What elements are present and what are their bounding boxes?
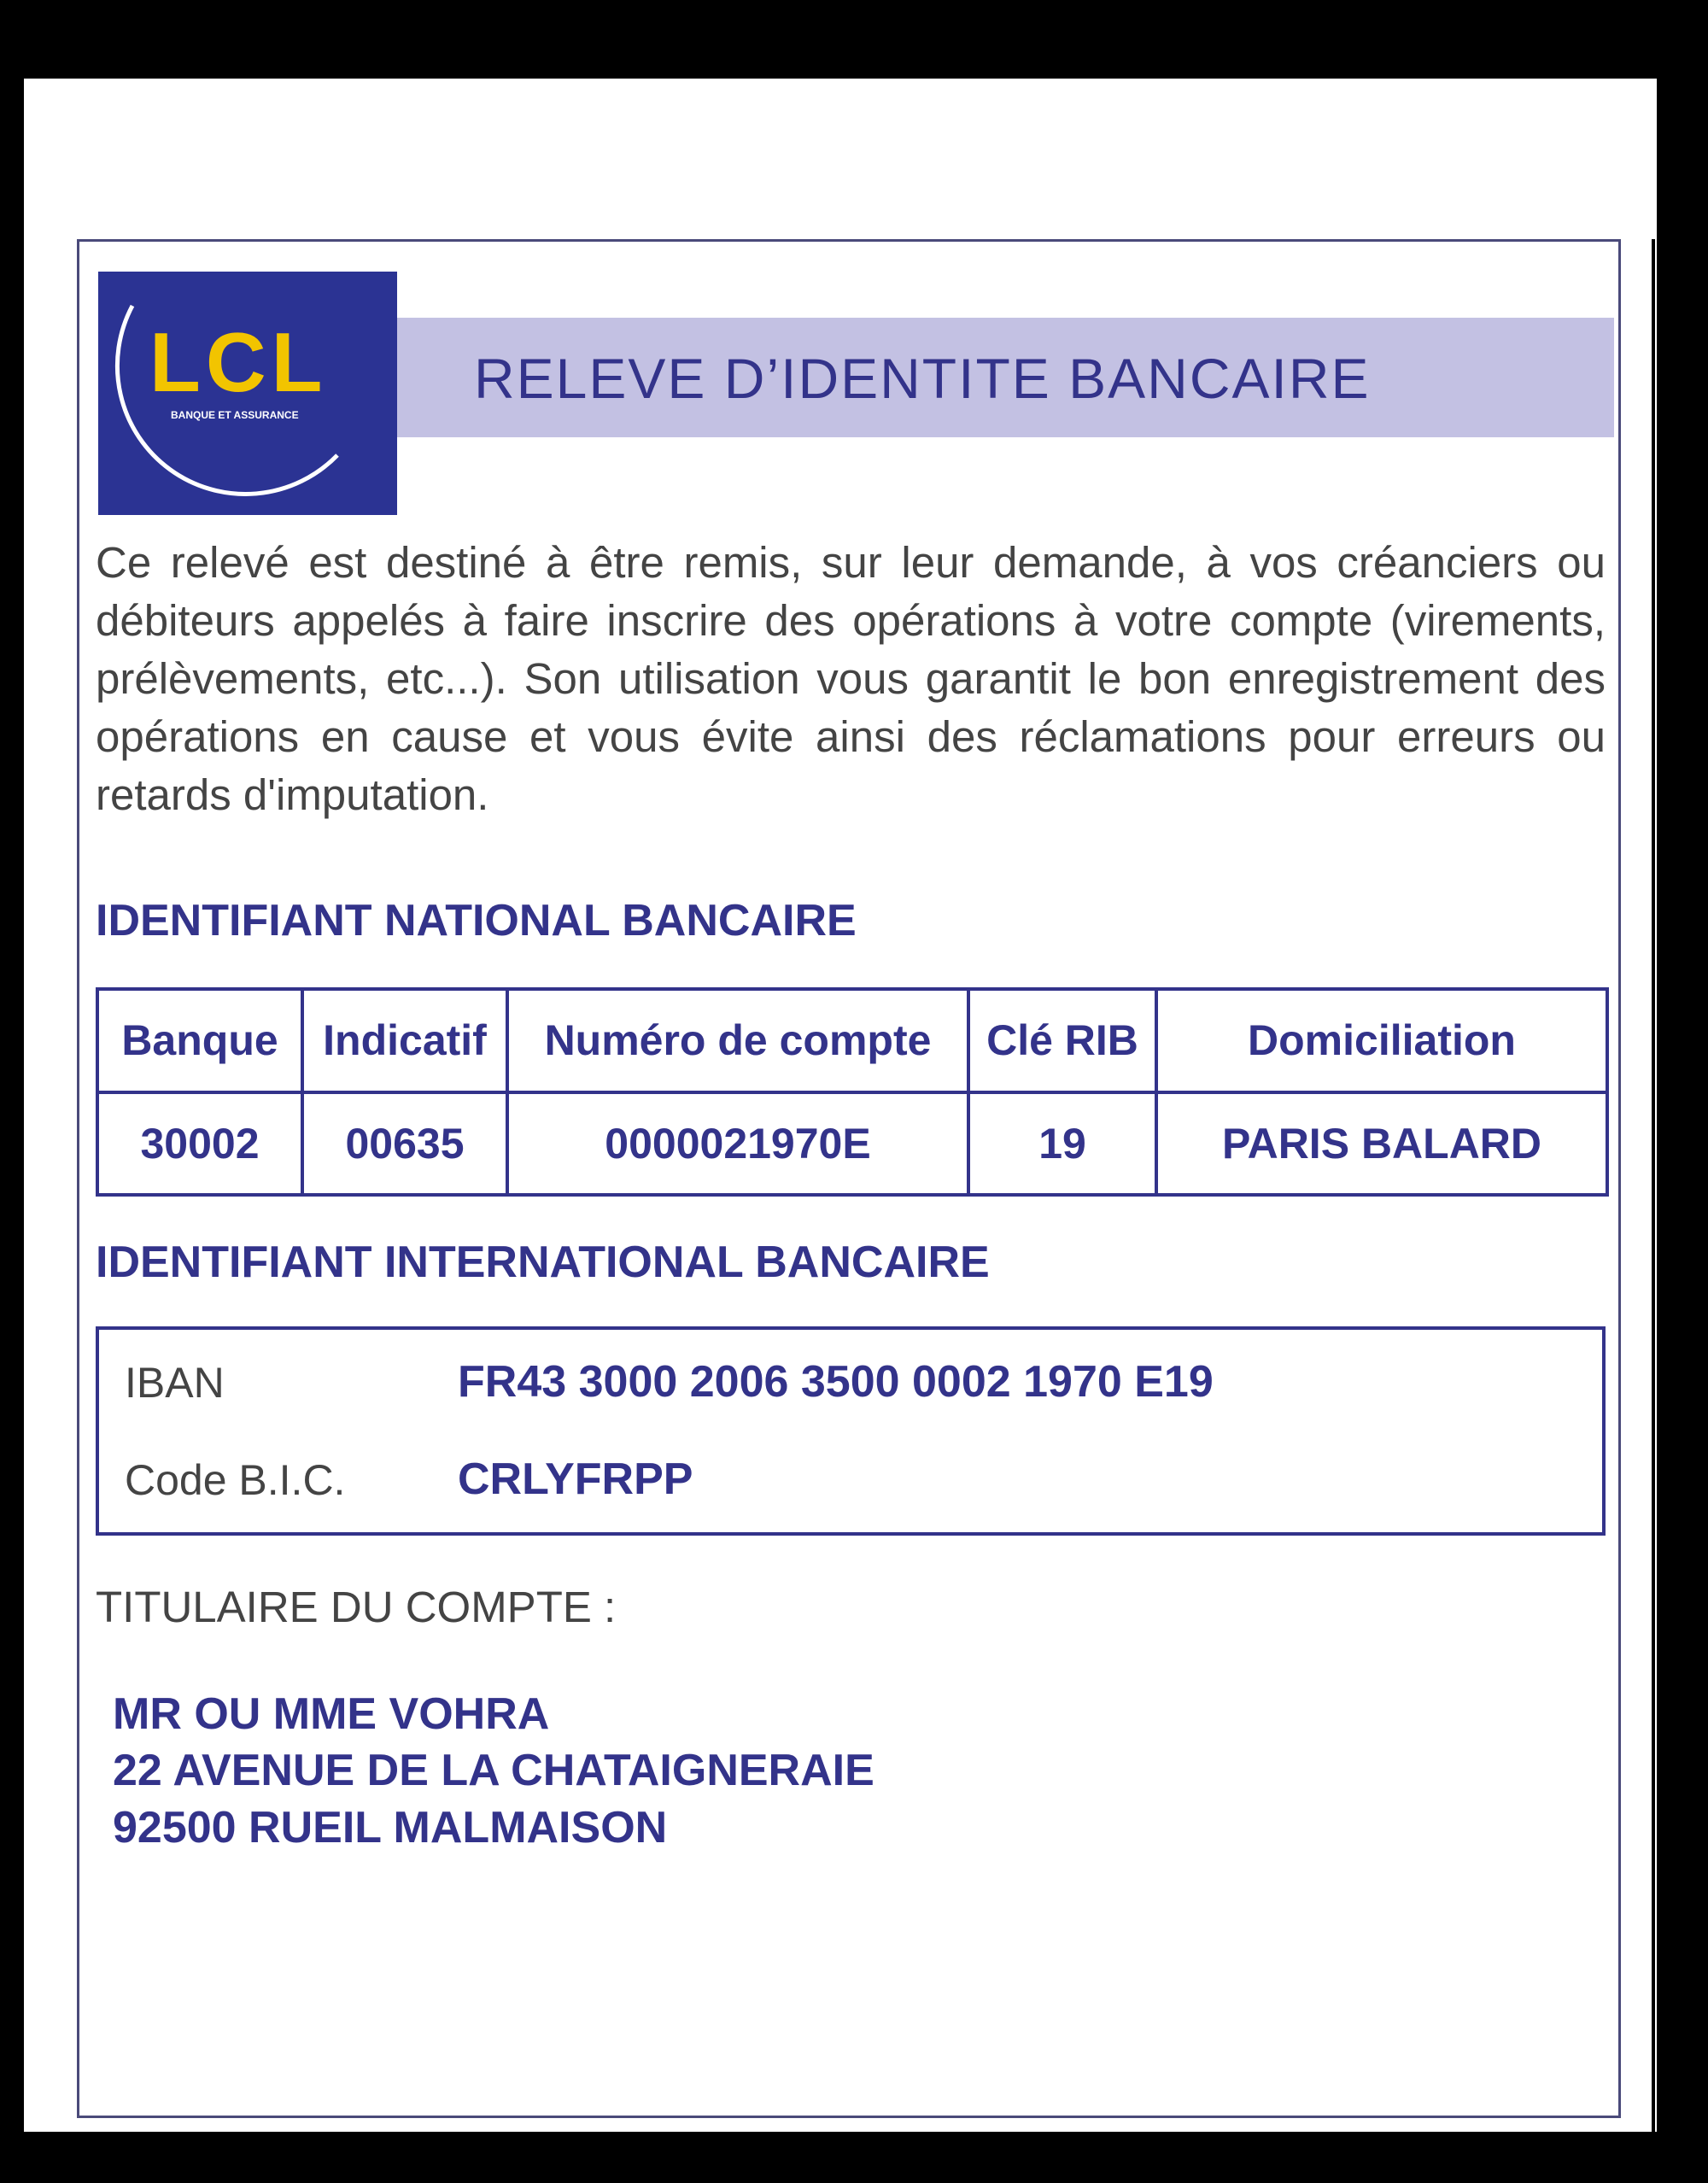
bic-value: CRLYFRPP [458,1454,693,1504]
national-section-title: IDENTIFIANT NATIONAL BANCAIRE [96,896,857,945]
header-banque: Banque [97,989,302,1092]
value-banque: 30002 [97,1092,302,1196]
intro-paragraph: Ce relevé est destiné à être remis, sur leur demande, à vos créanciers ou débiteurs appelés à faire inscrire des opérations à votre compte (virements, prélèvements, etc...). Son utilisation vous garantit le bon enregistrement des opérations en cause et vous évite ainsi des réclamations pour erreurs ou retards d'imputation. [96,538,1606,819]
value-cle-rib: 19 [968,1092,1156,1196]
international-section-title: IDENTIFIANT INTERNATIONAL BANCAIRE [96,1238,990,1287]
header-domiciliation: Domiciliation [1156,989,1607,1092]
international-box [96,1326,1606,1536]
rib-value-row [97,1092,1607,1196]
value-domiciliation: PARIS BALARD [1156,1092,1607,1196]
iban-value: FR43 3000 2006 3500 0002 1970 E19 [458,1357,1214,1407]
value-indicatif: 00635 [302,1092,507,1196]
rib-header-row [97,989,1607,1092]
header-numero-compte: Numéro de compte [507,989,968,1092]
lcl-logo-graphic [98,272,397,515]
bic-label: Code B.I.C. [125,1456,346,1504]
account-holder-label: TITULAIRE DU COMPTE : [96,1583,617,1631]
rib-table [96,987,1609,1197]
header-cle-rib: Clé RIB [968,989,1156,1092]
iban-label: IBAN [125,1359,225,1407]
holder-street: 22 AVENUE DE LA CHATAIGNERAIE [113,1746,874,1795]
logo-tagline: BANQUE ET ASSURANCE [171,409,299,421]
header-indicatif: Indicatif [302,989,507,1092]
holder-name: MR OU MME VOHRA [113,1689,550,1739]
value-numero-compte: 0000021970E [507,1092,968,1196]
page-edge-divider [1652,239,1655,2132]
lcl-logo [98,272,397,515]
document-title: RELEVE D’IDENTITE BANCAIRE [474,347,1371,410]
logo-lettering: LCL [149,315,328,409]
holder-city: 92500 RUEIL MALMAISON [113,1803,668,1852]
